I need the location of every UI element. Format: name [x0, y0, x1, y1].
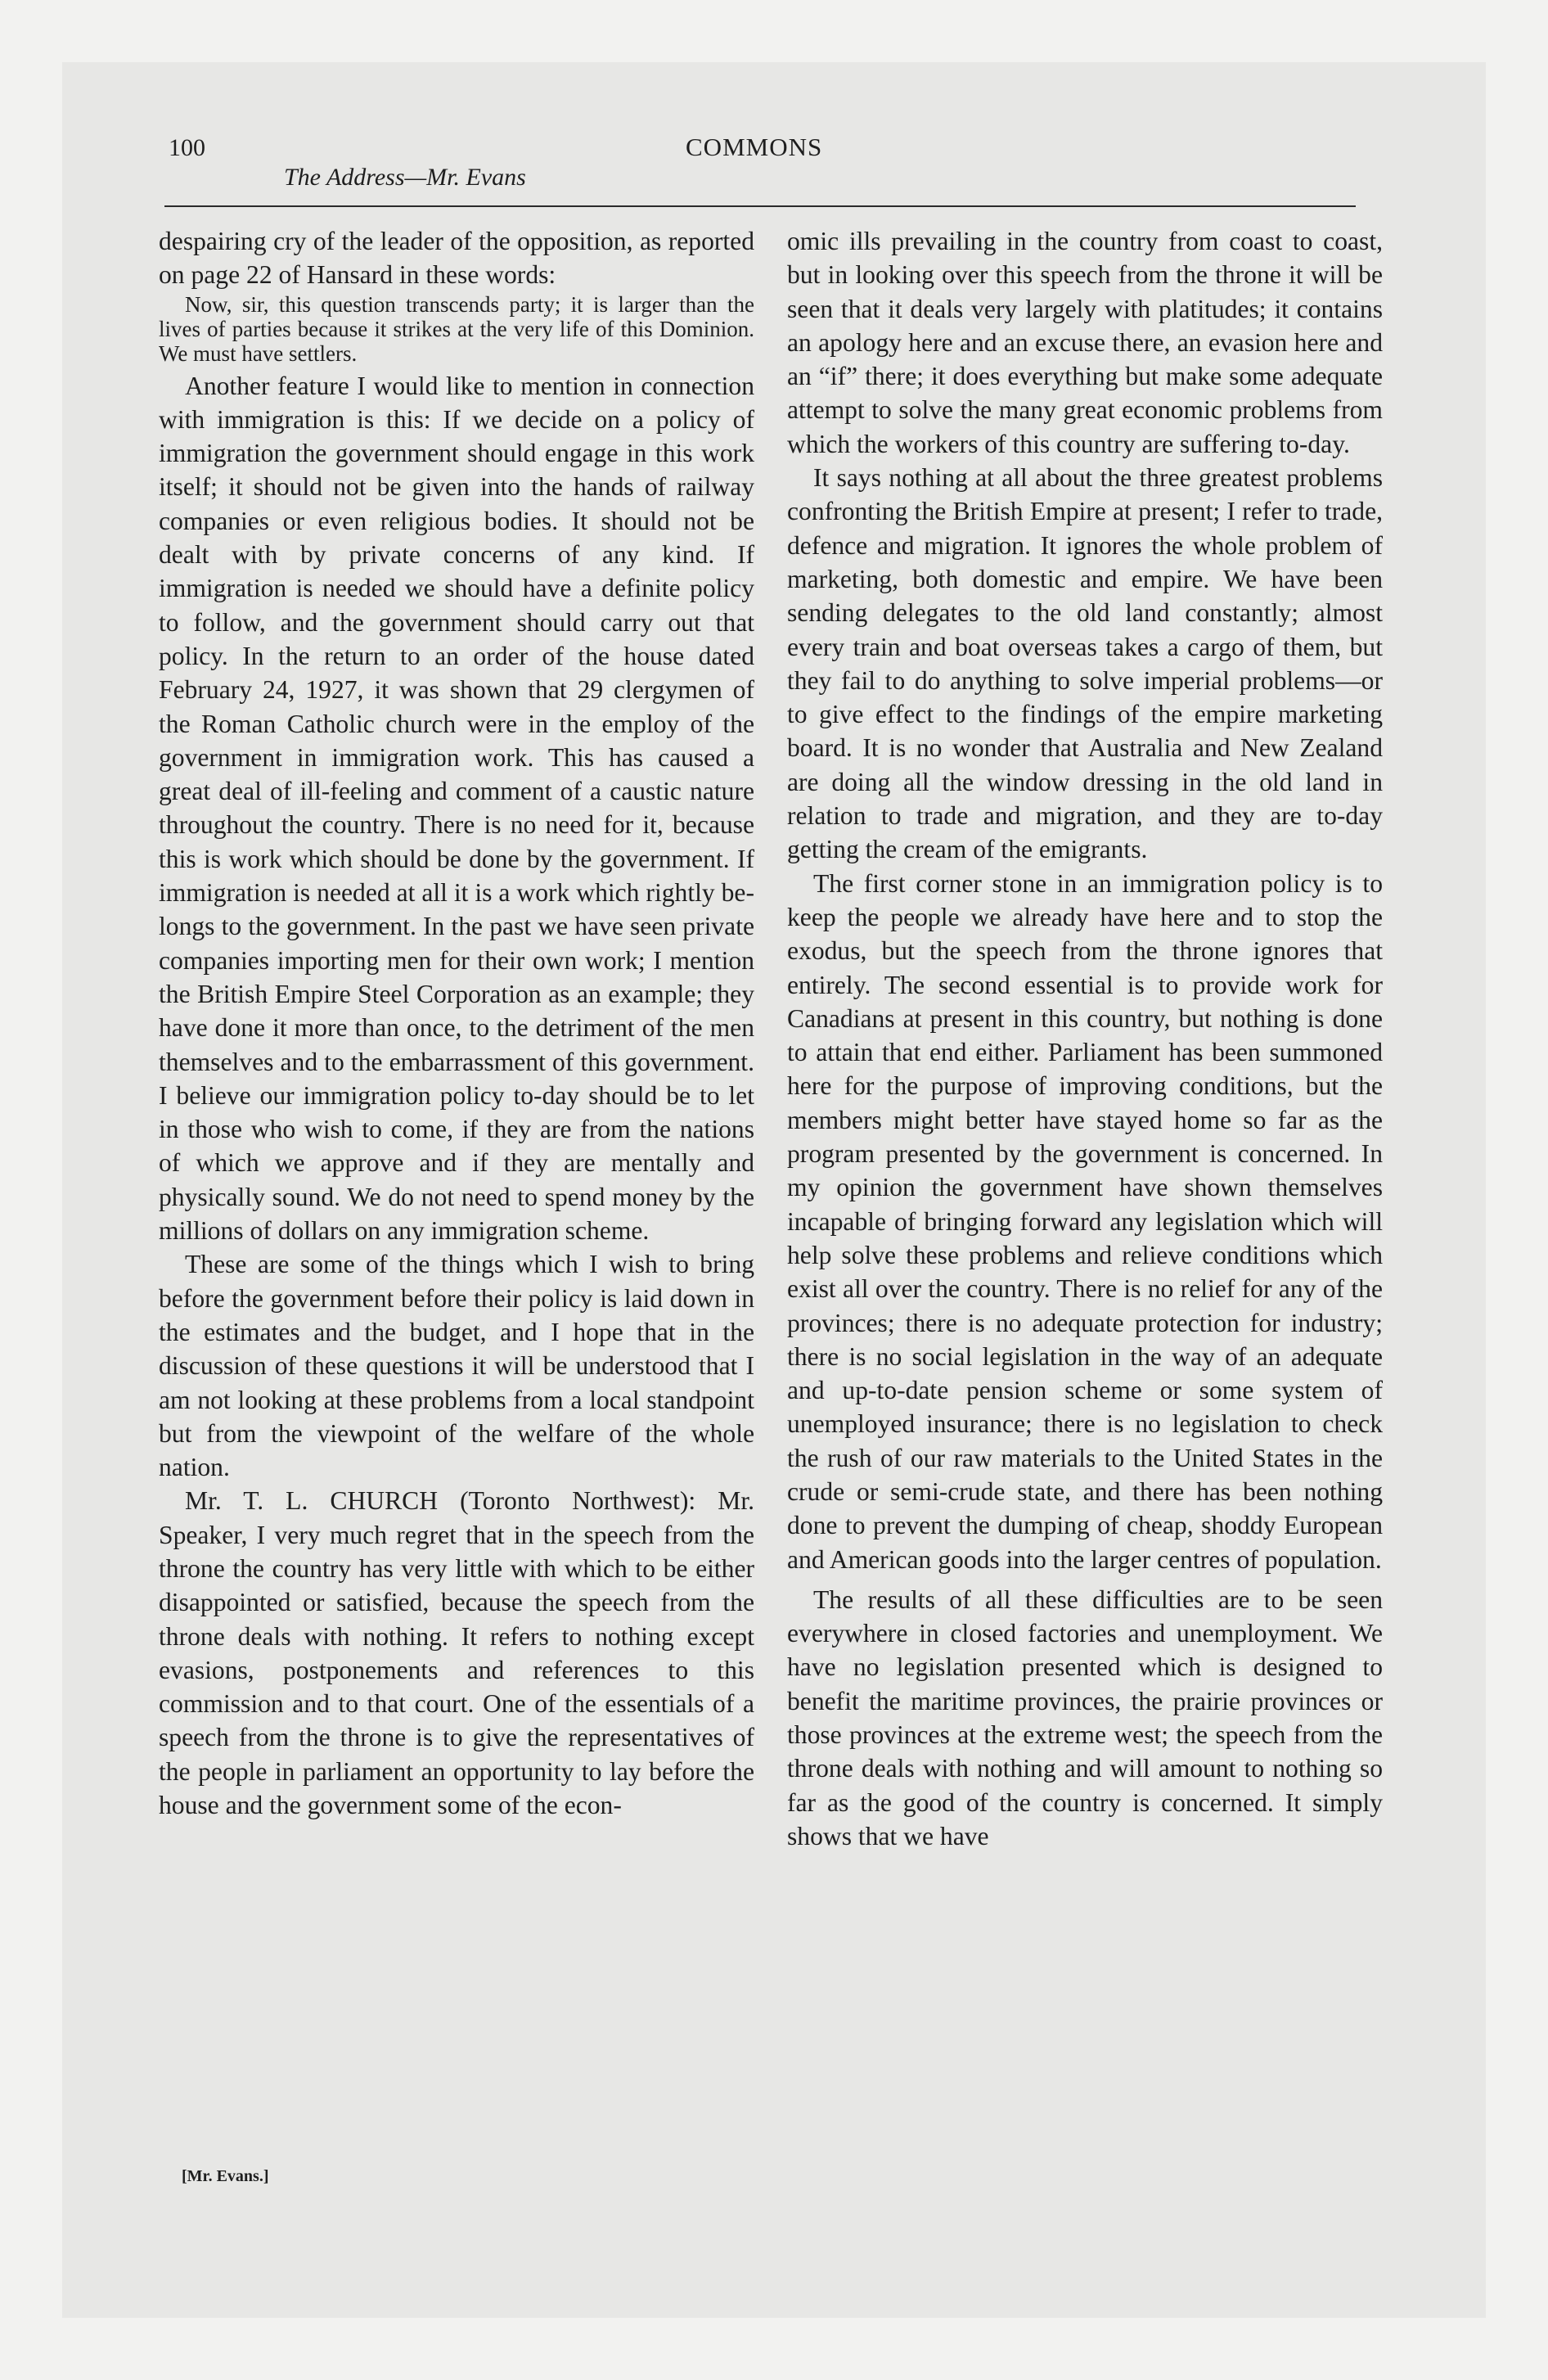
page-header	[62, 62, 1486, 218]
paragraph: omic ills prevailing in the country from coast to coast, but in looking over this speech from the throne it will be seen that it deals very largely with platitudes; it contains an apology here and an excuse there, an evasion here and an “if” there; it does everything but make some adequate attempt to solve the many great economic problems from which the workers of this country are suffering to-day.	[787, 227, 1383, 458]
speaker-footnote: [Mr. Evans.]	[182, 2167, 269, 2185]
header-rule	[164, 205, 1356, 207]
right-column	[787, 224, 1383, 1853]
section-label: COMMONS	[686, 133, 823, 161]
paragraph: Another feature I would like to mention in connection with immigration is this: If we decide on a policy of immigration the government should engage in this work itself; it should not be given into the hands of railway companies or even religious bodies. It should not be dealt with by private concerns of any kind. If immigration is needed we should have a definite policy to follow, and the government should carry out that policy. In the return to an order of the house dated February 24, 1927, it was shown that 29 clergymen of the Roman Catholic church were in the employ of the government in immigration work. This has caused a great deal of ill-feeling and comment of a caustic nature throughout the country. There is no need for it, because this is work which should be done by the government. If immigration is needed at all it is a work which rightly belongs to the government. In the past we have seen private companies importing men for their own work; I mention the British Empire Steel Corporation as an example; they have done it more than once, to the detriment of the men themselves and to the embarrassment of this government. I believe our immigration policy to-day should be to let in those who wish to come, if they are from the nations of which we approve and if they are mentally and physically sound. We do not need to spend money by the millions of dollars on any immigration scheme.	[159, 371, 754, 1246]
paragraph: despairing cry of the leader of the opposition, as reported on page 22 of Hansard in these words:	[159, 227, 754, 290]
paragraph: Mr. T. L. CHURCH (Toronto Northwest): Mr. Speaker, I very much regret that in the speech from the throne the country has very little with which to be either disappointed or satisfied, because the speech from the throne deals with nothing. It refers to nothing except evasions, postponements and references to this commission and to that court. One of the essentials of a speech from the throne is to give the representatives of the people in parliament an opportunity to lay before the house and the government some of the econ-	[159, 1486, 754, 1820]
block-quote: Now, sir, this question transcends party; it is larger than the lives of parties because it strikes at the very life of this Dominion. We must have settlers.	[159, 291, 754, 366]
page-number: 100	[169, 134, 205, 161]
document-page	[62, 62, 1486, 2318]
paragraph: It says nothing at all about the three greatest problems confronting the British Empire at present; I refer to trade, defence and migration. It ignores the whole problem of marketing, both domestic and empire. We have been sending delegates to the old land constantly; almost every train and boat overseas takes a cargo of them, but they fail to do anything to solve imperial problems—or to give effect to the findings of the empire marketing board. It is no wonder that Australia and New Zealand are doing all the window dressing in the old land in relation to trade and migration, and they are to-day getting the cream of the emigrants.	[787, 463, 1383, 864]
paragraph: These are some of the things which I wish to bring before the government before their policy is laid down in the estimates and the budget, and I hope that in the discussion of these questions it will be understood that I am not looking at these problems from a local standpoint but from the viewpoint of the welfare of the whole nation.	[159, 1250, 754, 1482]
paragraph: The first corner stone in an immigration policy is to keep the people we already have here and to stop the exodus, but the speech from the throne ignores that entirely. The second essential is to provide work for Canadians at present in this country, but nothing is done to attain that end either. Parliament has been summoned here for the purpose of improving conditions, but the members might better have stayed home so far as the program presented by the government is concerned. In my opinion the government have shown themselves incapable of bringing forward any legislation which will help solve these problems and relieve conditions which exist all over the country. There is no relief for any of the provinces; there is no adequate protection for industry; there is no social legislation in the way of an adequate and up-to-date pension scheme or some system of unemployed insurance; there is no legislation to check the rush of our raw materials to the United States in the crude or semi-crude state, and there has been nothing done to prevent the dumping of cheap, shoddy European and American goods into the larger centres of population.	[787, 868, 1383, 1574]
left-column	[159, 224, 754, 1822]
paragraph: The results of all these difficulties are to be seen everywhere in closed factories and unemployment. We have no legislation presented which is designed to benefit the maritime provinces, the prairie provinces or those provinces at the extreme west; the speech from the throne deals with nothing and will amount to nothing so far as the good of the country is concerned. It simply shows that we have	[787, 1584, 1383, 1850]
running-title: The Address—Mr. Evans	[284, 164, 526, 191]
